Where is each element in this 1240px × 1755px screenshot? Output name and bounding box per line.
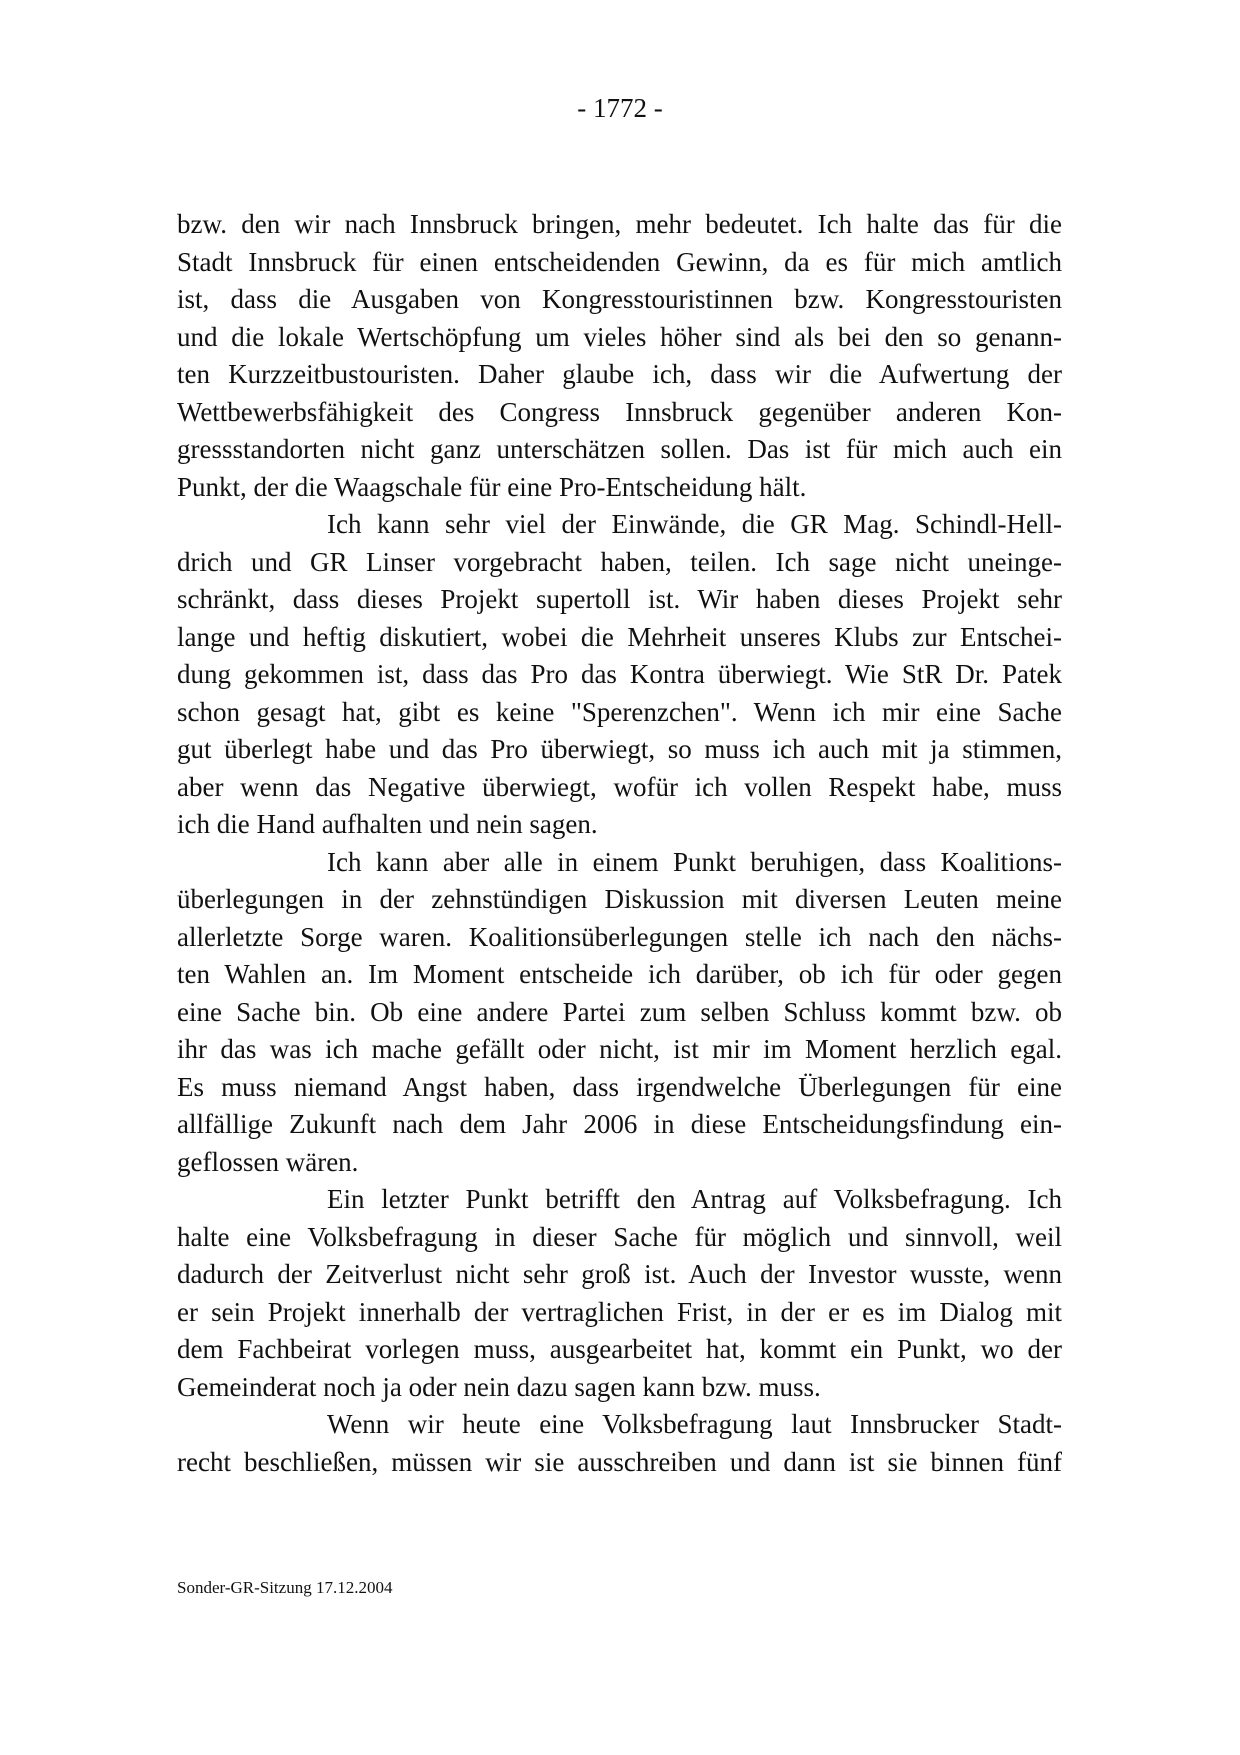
text-line: lange und heftig diskutiert, wobei die Mehrheit unseres Klubs zur Entschei-	[177, 621, 1062, 652]
text-line: Punkt, der die Waagschale für eine Pro-Entscheidung hält.	[177, 471, 807, 502]
text-line: drich und GR Linser vorgebracht haben, teilen. Ich sage nicht uneinge-	[177, 546, 1062, 577]
text-line: schon gesagt hat, gibt es keine "Sperenzchen". Wenn ich mir eine Sache	[177, 696, 1062, 727]
text-line: geflossen wären.	[177, 1146, 359, 1177]
text-line: halte eine Volksbefragung in dieser Sache für möglich und sinnvoll, weil	[177, 1221, 1062, 1252]
page-number: - 1772 -	[577, 93, 663, 123]
text-line: ten Wahlen an. Im Moment entscheide ich darüber, ob ich für oder gegen	[177, 959, 1062, 989]
paragraph-first-line: Wenn wir heute eine Volksbefragung laut Innsbrucker Stadt-	[327, 1409, 1062, 1439]
text-line: allerletzte Sorge waren. Koalitionsüberlegungen stelle ich nach den nächs-	[177, 921, 1062, 952]
text-line: gut überlegt habe und das Pro überwiegt, so muss ich auch mit ja stimmen,	[177, 734, 1062, 764]
text-line: ist, dass die Ausgaben von Kongresstouristinnen bzw. Kongresstouristen	[177, 284, 1062, 314]
text-line: dem Fachbeirat vorlegen muss, ausgearbeitet hat, kommt ein Punkt, wo der	[177, 1334, 1062, 1364]
text-line: ihr das was ich mache gefällt oder nicht, ist mir im Moment herzlich egal.	[177, 1034, 1062, 1064]
body-text	[177, 206, 1062, 1481]
text-line: bzw. den wir nach Innsbruck bringen, mehr bedeutet. Ich halte das für die	[177, 209, 1062, 239]
text-line: dung gekommen ist, dass das Pro das Kontra überwiegt. Wie StR Dr. Patek	[177, 659, 1062, 689]
text-line: er sein Projekt innerhalb der vertraglichen Frist, in der er es im Dialog mit	[177, 1296, 1062, 1327]
footer-session-label: Sonder-GR-Sitzung 17.12.2004	[177, 1578, 393, 1597]
text-line: ich die Hand aufhalten und nein sagen.	[177, 809, 598, 839]
text-line: Stadt Innsbruck für einen entscheidenden Gewinn, da es für mich amtlich	[177, 246, 1062, 277]
text-line: und die lokale Wertschöpfung um vieles höher sind als bei den so genann-	[177, 321, 1062, 352]
text-line: schränkt, dass dieses Projekt supertoll ist. Wir haben dieses Projekt sehr	[177, 584, 1062, 614]
text-line: Es muss niemand Angst haben, dass irgendwelche Überlegungen für eine	[177, 1071, 1062, 1102]
text-line: aber wenn das Negative überwiegt, wofür ich vollen Respekt habe, muss	[177, 771, 1062, 802]
text-line: allfällige Zukunft nach dem Jahr 2006 in diese Entscheidungsfindung ein-	[177, 1109, 1062, 1139]
paragraph-first-line: Ich kann sehr viel der Einwände, die GR Mag. Schindl-Hell-	[327, 509, 1062, 539]
paragraph-first-line: Ich kann aber alle in einem Punkt beruhigen, dass Koalitions-	[327, 846, 1062, 877]
text-line: recht beschließen, müssen wir sie ausschreiben und dann ist sie binnen fünf	[177, 1446, 1062, 1477]
text-line: Wettbewerbsfähigkeit des Congress Innsbruck gegenüber anderen Kon-	[177, 396, 1062, 427]
text-line: ten Kurzzeitbustouristen. Daher glaube ich, dass wir die Aufwertung der	[177, 359, 1062, 389]
text-line: eine Sache bin. Ob eine andere Partei zum selben Schluss kommt bzw. ob	[177, 996, 1062, 1027]
text-line: gressstandorten nicht ganz unterschätzen sollen. Das ist für mich auch ein	[177, 434, 1062, 464]
text-line: dadurch der Zeitverlust nicht sehr groß ist. Auch der Investor wusste, wenn	[177, 1259, 1062, 1289]
paragraph-first-line: Ein letzter Punkt betrifft den Antrag auf Volksbefragung. Ich	[327, 1184, 1062, 1214]
text-line: überlegungen in der zehnstündigen Diskussion mit diversen Leuten meine	[177, 884, 1062, 914]
text-line: Gemeinderat noch ja oder nein dazu sagen kann bzw. muss.	[177, 1371, 821, 1402]
